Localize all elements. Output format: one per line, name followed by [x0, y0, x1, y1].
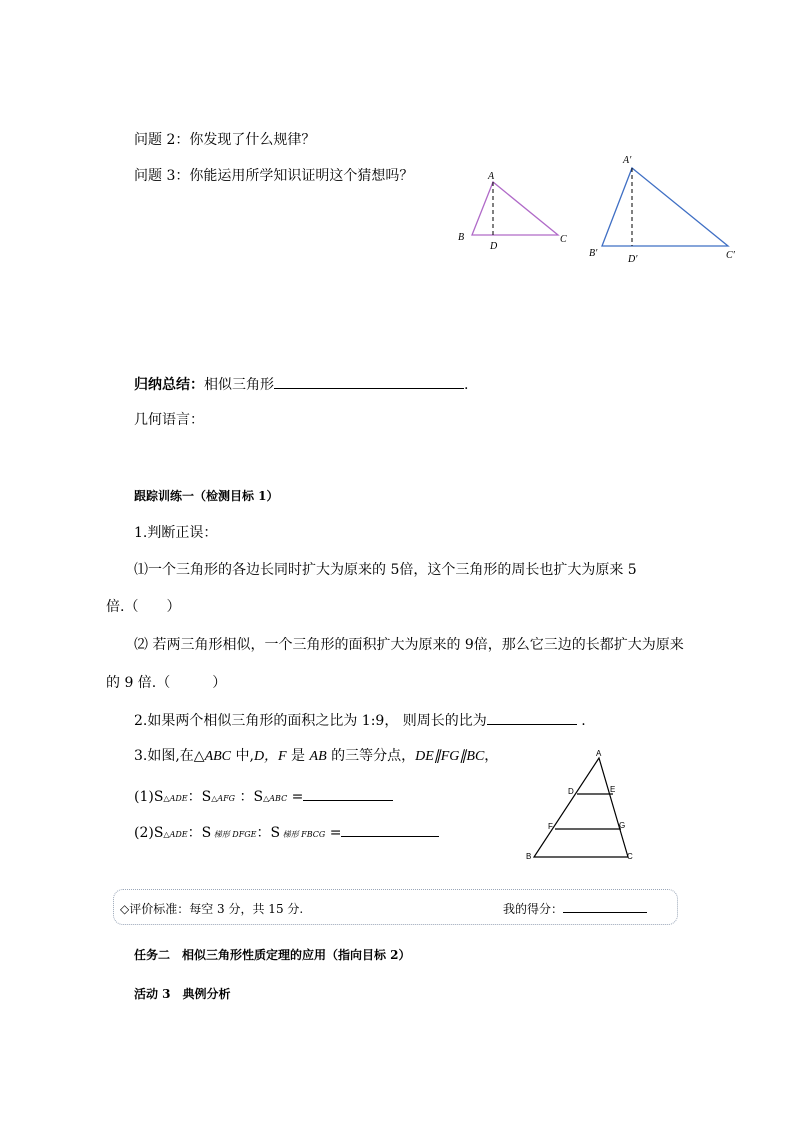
practice-item-1a: ⑴一个三角形的各边长同时扩大为原来的 5倍，这个三角形的周长也扩大为原来 5 — [134, 562, 637, 578]
summary-text: 相似三角形 — [204, 377, 274, 393]
item2-end: . — [576, 713, 586, 729]
label-a: A — [488, 171, 495, 182]
summary-label: 归纳总结： — [134, 377, 204, 393]
summary-blank[interactable] — [274, 374, 464, 389]
practice-item-1a-cont: 倍.（ ） — [106, 599, 181, 615]
sub1-s3: △ABC — [263, 794, 288, 803]
summary-line — [134, 374, 468, 394]
fig3-label-f: F — [548, 822, 553, 831]
sub2-s3: 梯形 FBCG — [280, 830, 326, 839]
fig3-label-b: B — [526, 852, 532, 861]
sub2-pre: (2)S — [134, 825, 164, 841]
question-2: 问题 2：你发现了什么规律？ — [134, 132, 316, 148]
label-b-prime: B′ — [589, 248, 598, 259]
triangle-abc-figure — [450, 168, 580, 253]
sub1-s2: △AFG — [211, 794, 236, 803]
summary-end: . — [464, 377, 469, 393]
item3-text-d: 的三等分点， — [326, 748, 416, 764]
fig3-label-a: A — [596, 749, 602, 758]
triangle-abc — [472, 182, 558, 235]
my-score-label: 我的得分： — [503, 902, 564, 916]
practice-item-3-sub-1 — [134, 786, 393, 808]
triangle-abc-3 — [534, 758, 628, 857]
sub1-end: = — [287, 789, 304, 805]
item3-ab: AB — [309, 749, 327, 764]
sub2-m2: ：S — [256, 825, 281, 841]
task2-title: 任务二 相似三角形性质定理的应用（指向目标 2） — [134, 948, 411, 962]
practice-item-3 — [134, 747, 498, 766]
activity-3-title: 活动 3 典例分析 — [134, 987, 231, 1001]
practice-item-1b: ⑵ 若两三角形相似，一个三角形的面积扩大为原来的 9倍，那么它三边的长都扩大为原来 — [134, 637, 684, 653]
sub2-end: = — [325, 825, 342, 841]
sub1-m1: ：S — [187, 789, 212, 805]
sub1-m2: ：S — [235, 789, 264, 805]
label-d: D — [490, 241, 498, 252]
sub1-s1: △ADE — [163, 794, 188, 803]
geometry-language: 几何语言： — [134, 412, 204, 428]
trisection-triangle-figure — [520, 748, 640, 866]
practice-item-3-sub-2 — [134, 822, 439, 844]
practice-heading: 跟踪训练一（检测目标 1） — [134, 489, 279, 503]
practice-item-1b-cont: 的 9 倍.（ ） — [106, 675, 227, 691]
item3-text-a: 3.如图,在△ — [134, 748, 205, 764]
fig3-label-d: D — [568, 787, 574, 796]
triangle-abc-prime-figure — [585, 150, 745, 265]
sub2-s2: 梯形 DFGE — [211, 830, 257, 839]
sub2-blank[interactable] — [341, 822, 439, 837]
label-b: B — [458, 232, 465, 243]
sub2-s1: △ADE — [163, 830, 188, 839]
sub2-m1: ：S — [187, 825, 212, 841]
score-criteria: ◇评价标准：每空 3 分，共 15 分. — [120, 902, 304, 916]
item3-text-e: ， — [484, 748, 499, 764]
triangle-abc-prime — [602, 168, 728, 246]
item2-text: 2.如果两个相似三角形的面积之比为 1:9， 则周长的比为 — [134, 713, 487, 729]
label-c-prime: C′ — [726, 250, 735, 261]
fig3-label-c: C — [627, 852, 633, 861]
my-score — [503, 900, 647, 918]
fig3-label-g: G — [619, 821, 626, 830]
item3-text-b: 中, — [231, 748, 254, 764]
item2-blank[interactable] — [487, 710, 577, 725]
item3-parallel: DE∥FG∥BC — [415, 749, 485, 764]
item3-abc: ABC — [204, 749, 232, 764]
my-score-blank[interactable] — [563, 900, 647, 913]
label-d-prime: D′ — [628, 254, 638, 265]
practice-item-2 — [134, 710, 586, 730]
label-c: C — [560, 234, 567, 245]
practice-item-1: 1.判断正误： — [134, 525, 218, 541]
sub1-blank[interactable] — [303, 786, 393, 801]
label-a-prime: A′ — [623, 155, 632, 166]
fig3-label-e: E — [610, 785, 616, 794]
item3-df: D，F — [253, 749, 287, 764]
question-3: 问题 3：你能运用所学知识证明这个猜想吗？ — [134, 168, 414, 184]
sub1-pre: (1)S — [134, 789, 164, 805]
item3-text-c: 是 — [286, 748, 310, 764]
